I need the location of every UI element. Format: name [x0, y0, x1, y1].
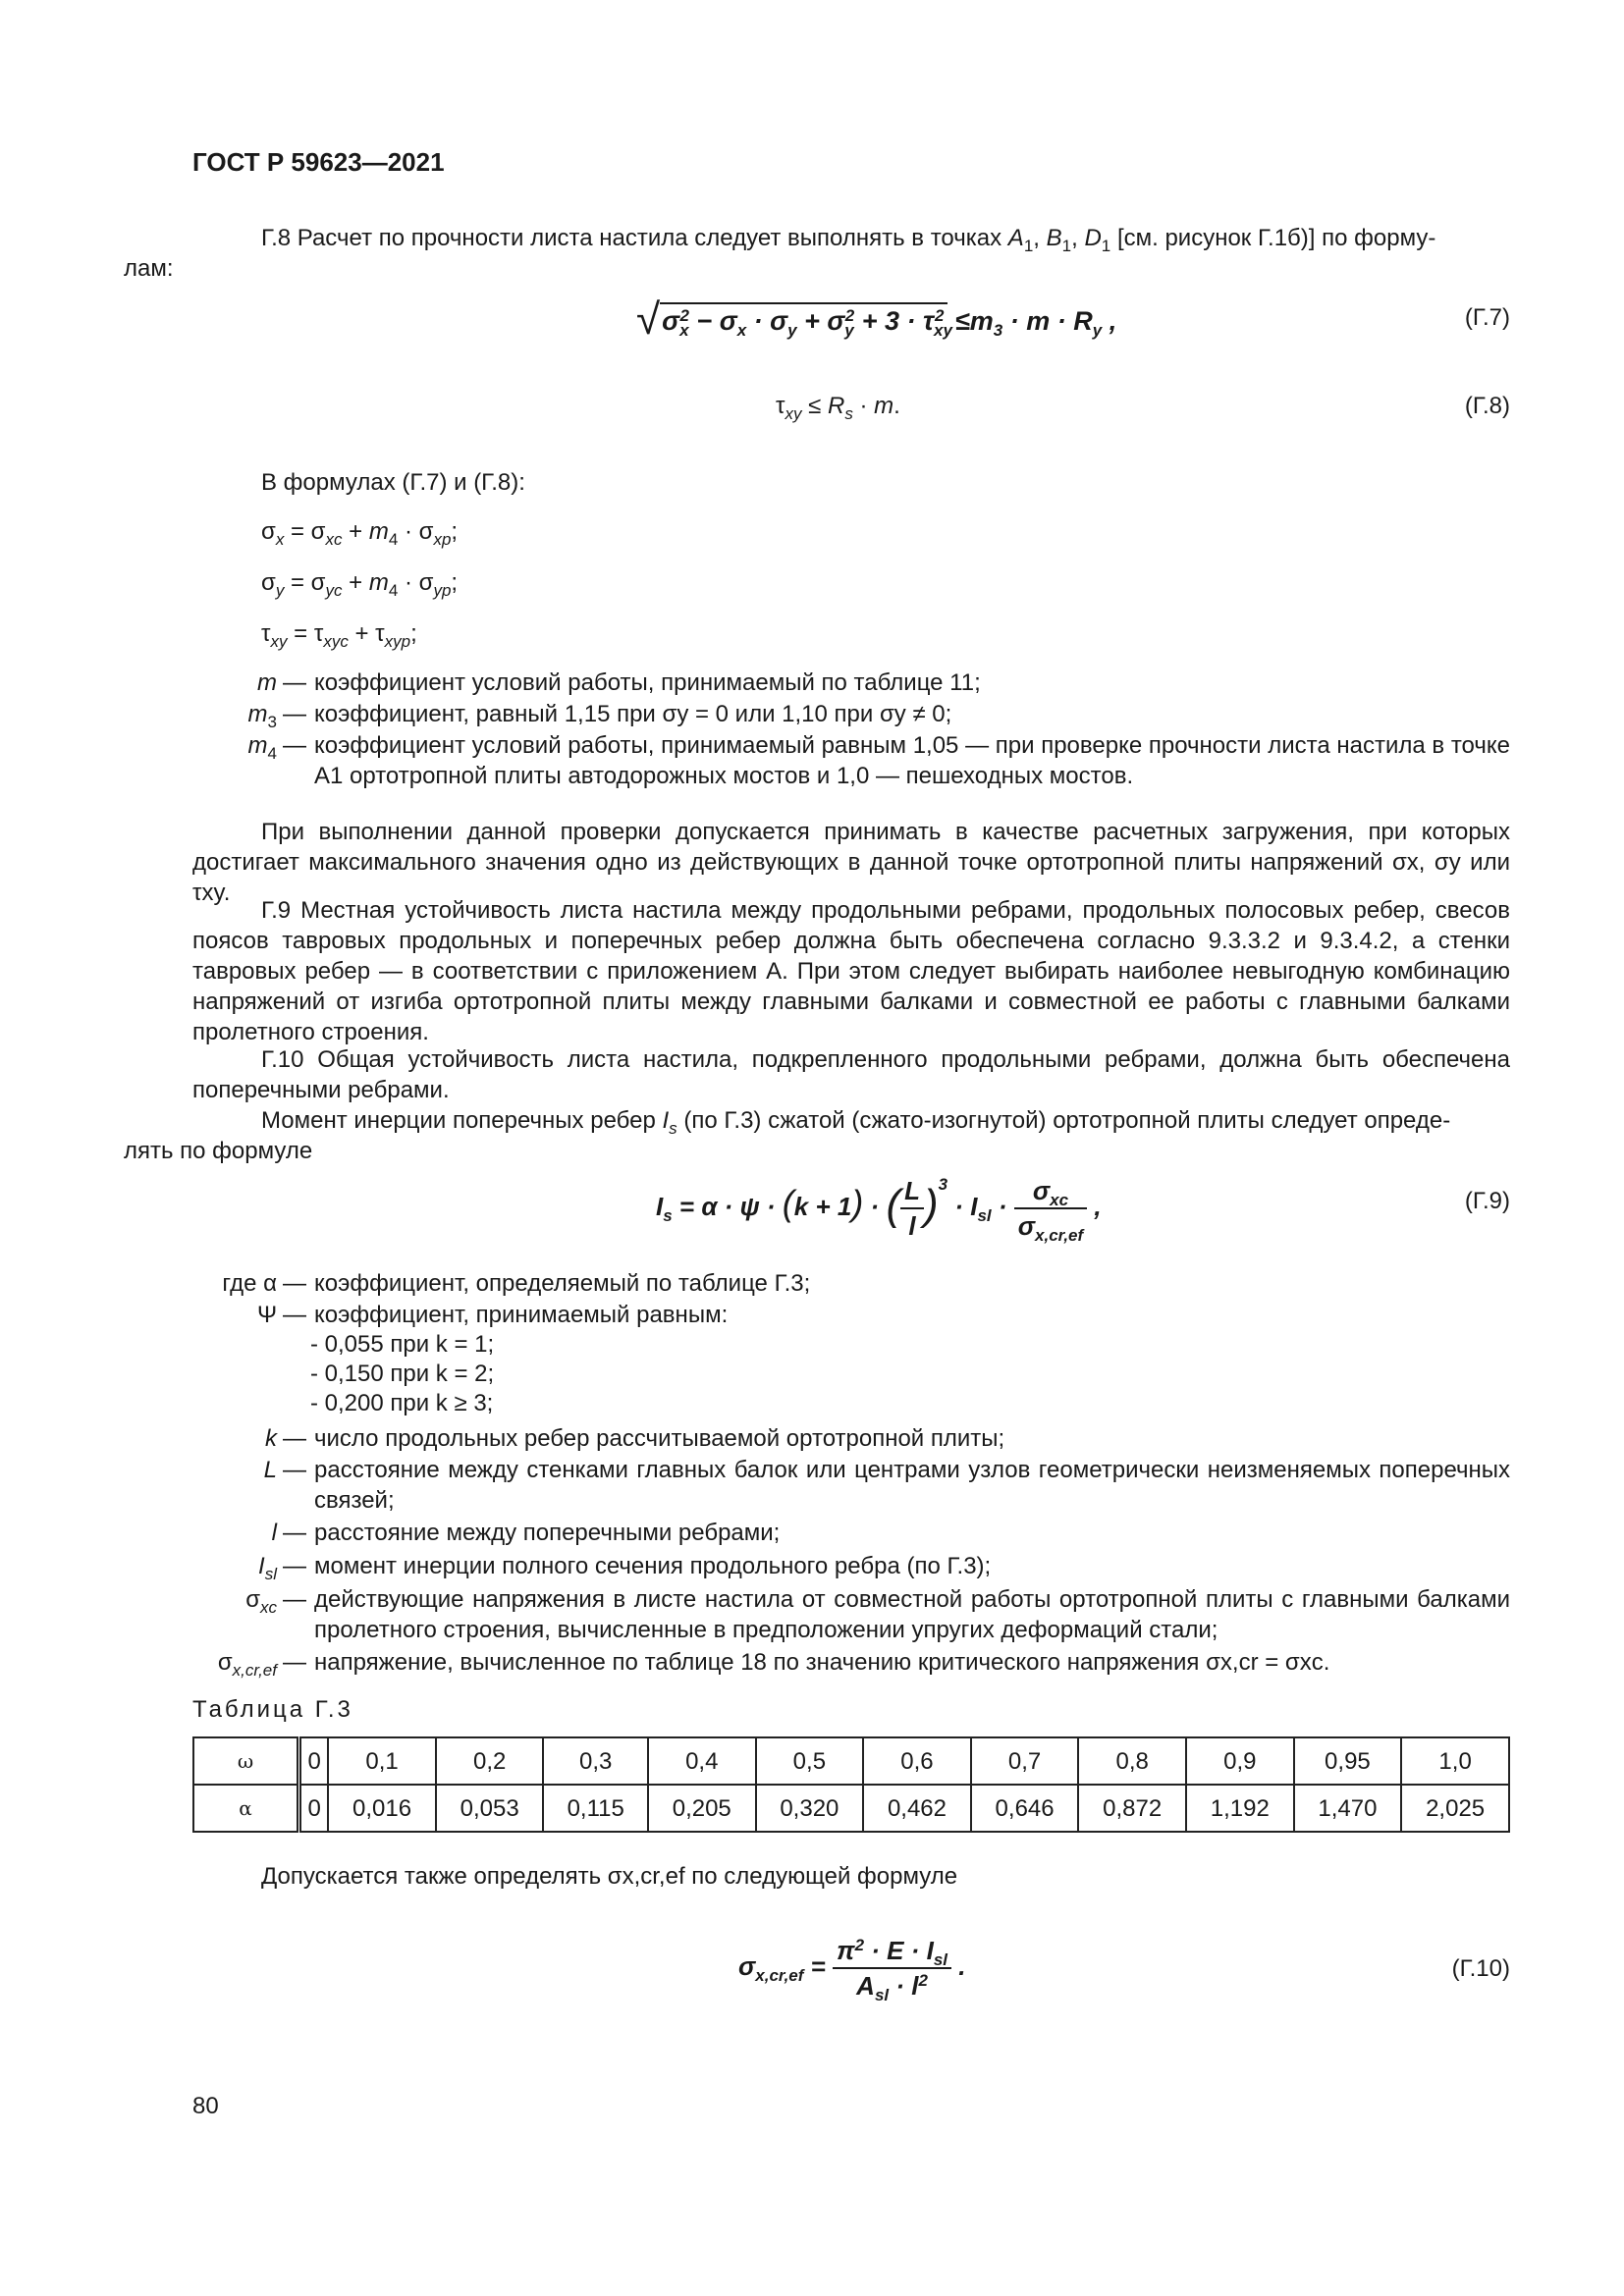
sigma-x-def: $\sigma_x = \sigma_{xc} + m_4 \cdot \sigma_{xp}$;	[261, 518, 459, 549]
table-cell: 1,0	[1401, 1737, 1509, 1785]
g8-paragraph: Г.8 Расчет по прочности листа настила следует выполнять в точках $A_1$, $B_1$, $D_1$ [см. рисунок Г.1б)] по форму- лам:	[124, 225, 1436, 282]
table-cell: 0,115	[543, 1785, 647, 1832]
g10-paragraph: Г.10 Общая устойчивость листа настила, подкрепленного продольными ребрами, должна быть обеспечена поперечными ребрами.	[192, 1046, 1510, 1103]
table-cell: 0,7	[971, 1737, 1079, 1785]
def-k: k — число продольных ребер рассчитываемой ортотропной плиты;	[265, 1425, 1005, 1452]
table-cell: 0,646	[971, 1785, 1079, 1832]
table-cell: 0,95	[1294, 1737, 1402, 1785]
def-sigma-xc: $\sigma_{xc}$ — действующие напряжения в листе настила от совместной работы ортотропной плиты с главными балками пролетного строения, вычисленные в предположении упругих деформаций стали;	[245, 1586, 1510, 1643]
def-Isl: $I_{sl}$ — момент инерции полного сечения продольного ребра (по Г.3);	[258, 1553, 992, 1583]
eq-number-g9: (Г.9)	[1464, 1188, 1510, 1214]
g8-text-start: Г.8 Расчет по прочности листа настила следует выполнять в точках	[261, 225, 1002, 251]
table-row-omega	[193, 1737, 1509, 1785]
g8-text-cont: лам:	[124, 255, 174, 282]
table-cell: 0,3	[543, 1737, 647, 1785]
table-cell: 0,6	[863, 1737, 971, 1785]
table-cell: 2,025	[1401, 1785, 1509, 1832]
def-sigma-xcref: $\sigma_{x,cr,ef}$ — напряжение, вычисленное по таблице 18 по значению критического напряжения σx,cr = σxc.	[217, 1649, 1330, 1680]
table-cell: 0	[299, 1737, 329, 1785]
def-m3: $m_3$ — коэффициент, равный 1,15 при σy = 0 или 1,10 при σy ≠ 0;	[247, 701, 952, 731]
page-number: 80	[192, 2093, 219, 2119]
formulas-intro: В формулах (Г.7) и (Г.8):	[261, 469, 525, 496]
table-cell: 0,5	[756, 1737, 864, 1785]
def-L: L — расстояние между стенками главных балок или центрами узлов геометрически неизменяемых поперечных связей;	[263, 1457, 1510, 1514]
def-alpha: где α — коэффициент, определяемый по таблице Г.3;	[222, 1270, 811, 1297]
g9-paragraph: Г.9 Местная устойчивость листа настила между продольными ребрами, продольных полосовых ребер, свесов поясов тавровых продольных и поперечных ребер должна быть обеспечена согласно 9.3.3.2 и 9.3.4.2, а стенки тавровых ребер — в соответствии с приложением А. При этом следует выбирать наиболее невыгодную комбинацию напряжений от изгиба ортотропной плиты между главными балками и совместной ее работы с главными балками пролетного строения.	[192, 897, 1510, 1045]
table-cell: 0,462	[863, 1785, 971, 1832]
table-cell: 0,9	[1186, 1737, 1294, 1785]
table-cell: 0,016	[328, 1785, 436, 1832]
table-cell: 1,470	[1294, 1785, 1402, 1832]
table-cell: 0	[299, 1785, 329, 1832]
eq-number-g7: (Г.7)	[1464, 304, 1510, 331]
tau-xy-def: $\tau_{xy} = \tau_{xyc} + \tau_{xyp}$;	[261, 620, 417, 651]
table-cell: 0,4	[648, 1737, 756, 1785]
psi-value-2: - 0,150 при k = 2;	[310, 1361, 495, 1387]
row-label-alpha: α	[193, 1785, 299, 1832]
def-psi: Ψ — коэффициент, принимаемый равным:	[256, 1302, 729, 1328]
table-cell: 0,320	[756, 1785, 864, 1832]
def-m: m — коэффициент условий работы, принимаемый по таблице 11;	[257, 669, 981, 696]
eq-number-g10: (Г.10)	[1451, 1955, 1510, 1982]
eq-number-g8: (Г.8)	[1464, 393, 1510, 419]
formula-g8: $\tau_{xy} \le R_s \cdot m$.	[776, 393, 900, 423]
table-g3	[192, 1736, 1510, 1833]
table-cell: 0,1	[328, 1737, 436, 1785]
table-cell: 0,2	[436, 1737, 544, 1785]
table-cell: 0,053	[436, 1785, 544, 1832]
psi-value-3: - 0,200 при k ≥ 3;	[310, 1390, 494, 1416]
psi-value-1: - 0,055 при k = 1;	[310, 1331, 495, 1358]
table-cell: 0,8	[1078, 1737, 1186, 1785]
def-m4: $m_4$ — коэффициент условий работы, принимаемый равным 1,05 — при проверке прочности листа настила в точке A1 ортотропной плиты автодорожных мостов и 1,0 — пешеходных мостов.	[247, 732, 1510, 789]
table-cell: 1,192	[1186, 1785, 1294, 1832]
table-cell: 0,205	[648, 1785, 756, 1832]
also-paragraph: Допускается также определять σx,cr,ef по следующей формуле	[261, 1863, 958, 1890]
formula-g9: $I_s = \alpha \cdot \psi \cdot (k + 1)$ · ( $\frac{L}{l}$ )$^3 \cdot I_{sl}$ · $\frac{\sigma_{xc}}{\sigma_{x,cr,ef}}$ ,	[656, 1174, 1102, 1245]
formula-g7: $√\sigma_x^2 - \sigma_x \cdot \sigma_y + \sigma_y^2 + 3 \cdot \tau_{xy}^2 \le m_3 \cdot m \cdot R_y$ ,	[636, 295, 1117, 344]
check-paragraph: При выполнении данной проверки допускается принимать в качестве расчетных загружения, при которых достигает максимального значения одно из действующих в данной точке ортотропной плиты напряжений σx, σy или τxy.	[192, 819, 1510, 906]
sigma-y-def: $\sigma_y = \sigma_{yc} + m_4 \cdot \sigma_{yp}$;	[261, 569, 459, 600]
table-row-alpha	[193, 1785, 1509, 1832]
def-l: l — расстояние между поперечными ребрами;	[271, 1520, 781, 1546]
moment-paragraph: Момент инерции поперечных ребер $I_s$ (по Г.3) сжатой (сжато-изогнутой) ортотропной плиты следует опреде- лять по формуле	[124, 1107, 1451, 1164]
table-cell: 0,872	[1078, 1785, 1186, 1832]
standard-header: ГОСТ Р 59623—2021	[192, 147, 445, 177]
g8-text-end: [см. рисунок Г.1б)] по форму-	[1116, 225, 1436, 251]
table-caption: Таблица Г.3	[192, 1696, 353, 1723]
row-label-omega: ω	[193, 1737, 299, 1785]
formula-g10: $\sigma_{x,cr,ef}$ = $\frac{\pi^2 \cdot E \cdot I_{sl}}{A_{sl} \cdot l^2}$ .	[738, 1936, 966, 2004]
